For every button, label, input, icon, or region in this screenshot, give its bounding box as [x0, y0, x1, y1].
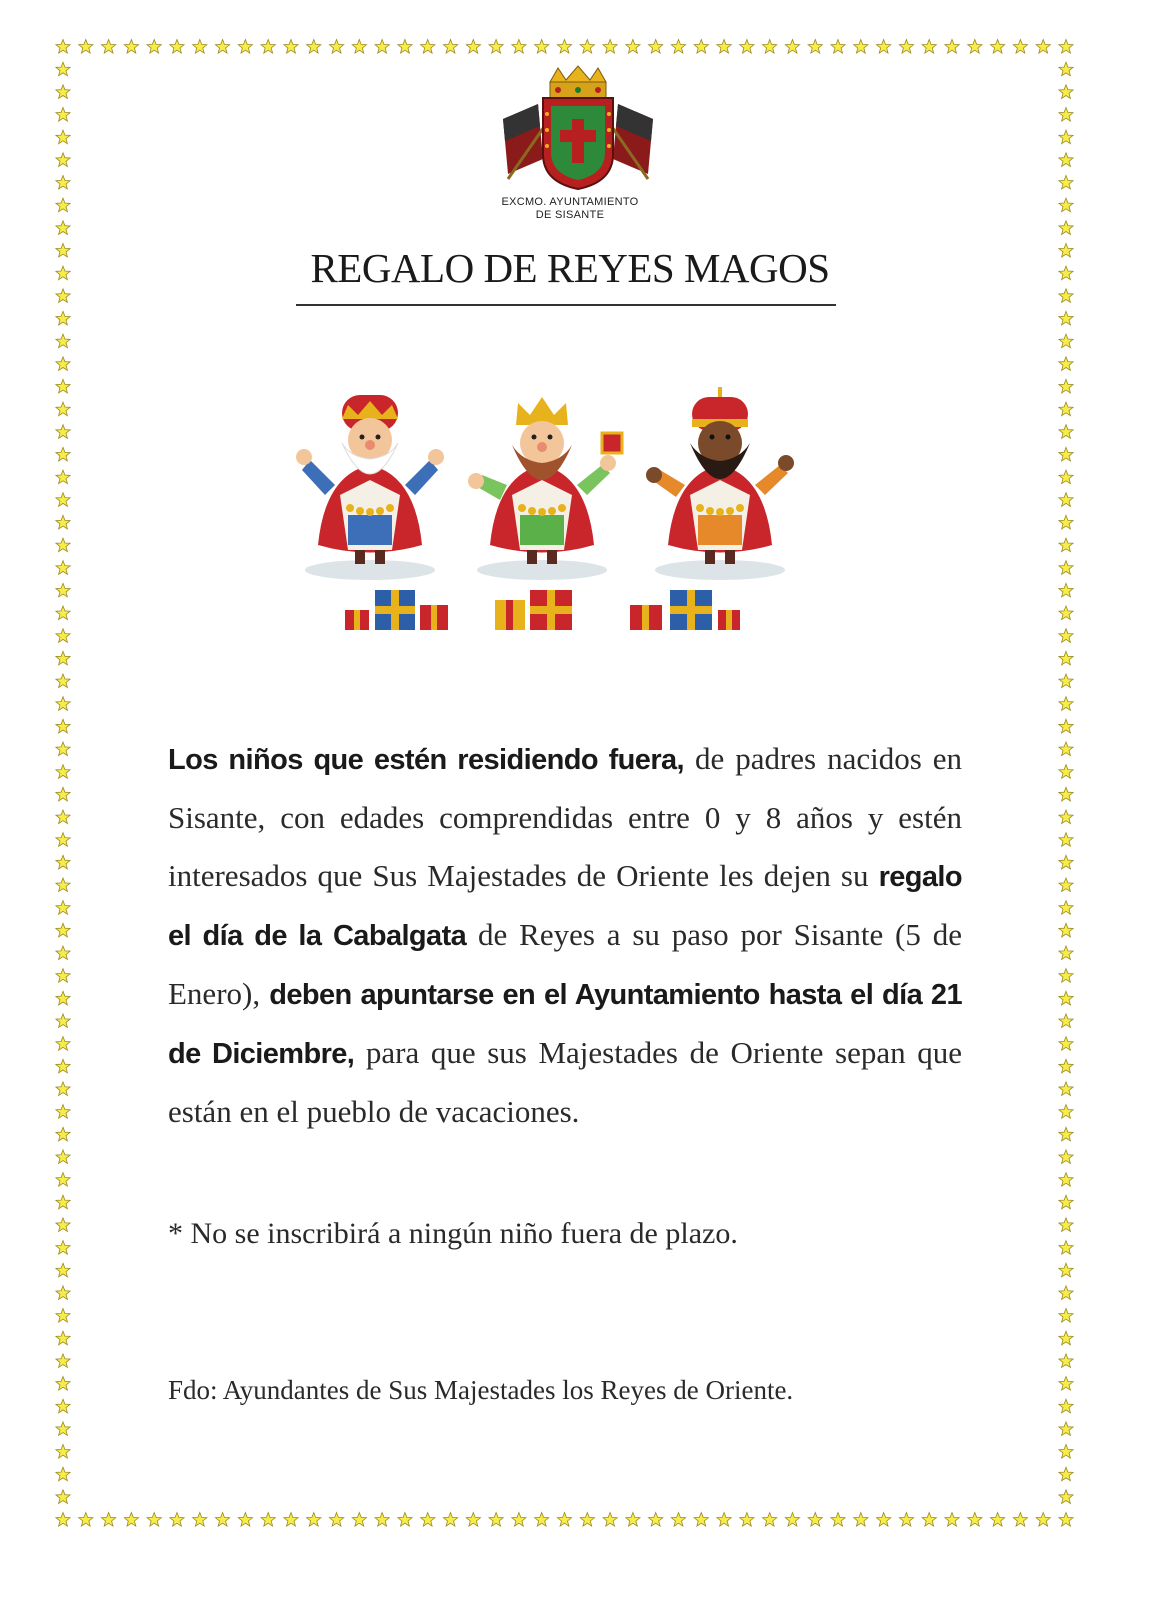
border-star — [580, 1513, 594, 1527]
border-star — [899, 1513, 913, 1527]
border-star — [56, 1014, 70, 1028]
border-star — [877, 40, 891, 54]
border-star — [489, 1513, 503, 1527]
border-star — [694, 1513, 708, 1527]
border-star — [170, 40, 184, 54]
border-star — [56, 810, 70, 824]
border-star — [56, 787, 70, 801]
border-star — [56, 357, 70, 371]
border-star — [193, 40, 207, 54]
border-star — [512, 40, 526, 54]
border-star — [56, 153, 70, 167]
border-star — [352, 40, 366, 54]
border-star — [717, 1513, 731, 1527]
border-star — [626, 1513, 640, 1527]
border-star — [398, 40, 412, 54]
border-star — [56, 629, 70, 643]
border-star — [1059, 1490, 1073, 1504]
border-star — [1059, 923, 1073, 937]
border-star — [56, 697, 70, 711]
border-star — [284, 1513, 298, 1527]
border-star — [603, 1513, 617, 1527]
border-star — [1059, 1422, 1073, 1436]
border-star — [56, 130, 70, 144]
border-star — [1059, 969, 1073, 983]
border-star — [1059, 85, 1073, 99]
body-text-3: para que sus Majestades de Oriente sepan que están en el pueblo de vacaciones. — [168, 1035, 962, 1129]
border-star — [968, 1513, 982, 1527]
border-star — [831, 40, 845, 54]
border-star — [671, 40, 685, 54]
border-star — [56, 244, 70, 258]
border-star — [56, 1377, 70, 1391]
border-star — [808, 40, 822, 54]
border-star — [1059, 402, 1073, 416]
border-star — [56, 1354, 70, 1368]
border-star — [56, 923, 70, 937]
border-star — [968, 40, 982, 54]
border-star — [1059, 878, 1073, 892]
body-bold-1: Los niños que estén residiendo fuera, — [168, 744, 684, 776]
border-star — [535, 1513, 549, 1527]
border-star — [56, 719, 70, 733]
border-star — [580, 40, 594, 54]
border-star — [466, 40, 480, 54]
border-star — [1059, 991, 1073, 1005]
border-star — [1059, 1059, 1073, 1073]
border-star — [102, 40, 116, 54]
border-star — [694, 40, 708, 54]
border-star — [56, 742, 70, 756]
border-star — [1059, 787, 1073, 801]
border-star — [1059, 674, 1073, 688]
border-star — [1036, 40, 1050, 54]
border-star — [56, 62, 70, 75]
border-star — [56, 289, 70, 303]
border-star — [1059, 379, 1073, 393]
border-star — [56, 425, 70, 439]
border-star — [1036, 1513, 1050, 1527]
border-star — [56, 1218, 70, 1232]
border-star — [1059, 153, 1073, 167]
border-star — [1059, 289, 1073, 303]
border-star — [1059, 1014, 1073, 1028]
border-star — [56, 946, 70, 960]
border-star — [1059, 357, 1073, 371]
border-star — [740, 40, 754, 54]
border-star — [421, 40, 435, 54]
border-star — [1059, 62, 1073, 75]
border-star — [56, 1105, 70, 1119]
border-star — [1059, 176, 1073, 190]
border-star — [56, 765, 70, 779]
border-star — [443, 40, 457, 54]
border-star — [1059, 901, 1073, 915]
border-star — [1059, 130, 1073, 144]
border-star — [1059, 1127, 1073, 1141]
border-star — [854, 1513, 868, 1527]
border-star — [56, 606, 70, 620]
border-star — [808, 1513, 822, 1527]
border-star — [284, 40, 298, 54]
border-star — [1059, 651, 1073, 665]
border-star — [557, 40, 571, 54]
organization-name — [420, 196, 720, 222]
border-star — [1059, 561, 1073, 575]
border-star — [261, 40, 275, 54]
border-star — [56, 583, 70, 597]
border-star — [763, 1513, 777, 1527]
border-star — [1059, 606, 1073, 620]
border-star — [466, 1513, 480, 1527]
border-star — [831, 1513, 845, 1527]
border-star — [922, 1513, 936, 1527]
king-baltasar — [646, 387, 794, 580]
border-star — [56, 493, 70, 507]
organization-line-2: DE SISANTE — [535, 209, 605, 221]
border-star — [56, 1422, 70, 1436]
border-star — [1059, 1445, 1073, 1459]
border-star — [1059, 311, 1073, 325]
border-star — [56, 379, 70, 393]
border-star — [945, 1513, 959, 1527]
border-star — [922, 40, 936, 54]
border-star — [1059, 425, 1073, 439]
border-star — [56, 1195, 70, 1209]
border-star — [785, 1513, 799, 1527]
border-star — [56, 1173, 70, 1187]
border-star — [740, 1513, 754, 1527]
border-star — [1059, 198, 1073, 212]
border-star — [329, 40, 343, 54]
border-star — [56, 176, 70, 190]
border-star — [56, 855, 70, 869]
border-star — [56, 878, 70, 892]
border-star — [56, 221, 70, 235]
border-star — [56, 447, 70, 461]
border-star — [170, 1513, 184, 1527]
border-star — [238, 1513, 252, 1527]
border-star — [1059, 583, 1073, 597]
border-star — [56, 108, 70, 122]
border-star — [1059, 810, 1073, 824]
border-star — [1059, 1513, 1073, 1527]
border-star — [1059, 1377, 1073, 1391]
border-star — [1059, 1286, 1073, 1300]
border-star — [1059, 334, 1073, 348]
border-star — [56, 651, 70, 665]
body-bold-3: deben apuntarse en el Ayuntamiento hasta el día 21 de Diciembre, — [168, 979, 962, 1070]
border-star — [1059, 108, 1073, 122]
coat-of-arms-icon — [498, 64, 658, 194]
border-star — [1059, 1331, 1073, 1345]
border-star — [1059, 538, 1073, 552]
border-star — [1059, 742, 1073, 756]
body-text-2: de Reyes a su paso por Sisante (5 de Enero), — [168, 917, 962, 1011]
border-star — [398, 1513, 412, 1527]
border-star — [375, 40, 389, 54]
border-star — [147, 40, 161, 54]
king-melchor — [296, 395, 444, 580]
border-star — [56, 1150, 70, 1164]
border-star — [215, 1513, 229, 1527]
border-star — [557, 1513, 571, 1527]
border-star — [124, 40, 138, 54]
border-star — [1059, 1399, 1073, 1413]
border-star — [261, 1513, 275, 1527]
border-star — [238, 40, 252, 54]
border-star — [56, 311, 70, 325]
border-star — [1059, 1105, 1073, 1119]
border-star — [1059, 1241, 1073, 1255]
border-star — [79, 1513, 93, 1527]
border-star — [763, 40, 777, 54]
border-star — [945, 40, 959, 54]
border-star — [1059, 1173, 1073, 1187]
border-star — [56, 1127, 70, 1141]
border-star — [443, 1513, 457, 1527]
border-star — [56, 1490, 70, 1504]
border-star — [56, 470, 70, 484]
border-star — [56, 991, 70, 1005]
border-star — [56, 198, 70, 212]
border-star — [1059, 1082, 1073, 1096]
border-star — [1059, 855, 1073, 869]
body-bold-2: regalo el día de la Cabalgata — [168, 861, 962, 952]
king-gaspar — [468, 397, 622, 580]
border-star — [56, 515, 70, 529]
border-star — [512, 1513, 526, 1527]
border-star — [1059, 1309, 1073, 1323]
border-star — [307, 1513, 321, 1527]
border-star — [1059, 946, 1073, 960]
border-star — [1059, 1467, 1073, 1481]
border-star — [1059, 719, 1073, 733]
border-star — [1059, 493, 1073, 507]
border-star — [603, 40, 617, 54]
border-star — [215, 40, 229, 54]
signature: Fdo: Ayundantes de Sus Majestades los Reyes de Oriente. — [168, 1375, 794, 1405]
border-star — [329, 1513, 343, 1527]
border-star — [899, 40, 913, 54]
border-star — [1059, 629, 1073, 643]
border-star — [56, 561, 70, 575]
border-star — [671, 1513, 685, 1527]
border-star — [421, 1513, 435, 1527]
border-star — [352, 1513, 366, 1527]
border-star — [1059, 266, 1073, 280]
border-star — [307, 40, 321, 54]
border-star — [1059, 40, 1073, 54]
border-star — [489, 40, 503, 54]
border-star — [535, 40, 549, 54]
organization-line-1: EXCMO. AYUNTAMIENTO — [501, 196, 639, 208]
border-star — [1059, 697, 1073, 711]
border-star — [56, 1467, 70, 1481]
three-kings-illustration — [280, 385, 810, 645]
border-star — [1059, 765, 1073, 779]
main-paragraph — [168, 730, 962, 1141]
border-star — [785, 40, 799, 54]
border-star — [56, 85, 70, 99]
border-star — [375, 1513, 389, 1527]
border-star — [649, 40, 663, 54]
border-star — [1059, 833, 1073, 847]
border-star — [56, 901, 70, 915]
border-star — [56, 1513, 70, 1527]
border-star — [56, 1037, 70, 1051]
border-star — [649, 1513, 663, 1527]
border-star — [56, 40, 70, 54]
border-star — [1059, 1218, 1073, 1232]
border-star — [1059, 1150, 1073, 1164]
border-star — [854, 40, 868, 54]
border-star — [717, 40, 731, 54]
border-star — [1059, 470, 1073, 484]
border-star — [1059, 515, 1073, 529]
border-star — [1059, 1354, 1073, 1368]
border-star — [626, 40, 640, 54]
gift-boxes — [345, 590, 740, 630]
border-star — [1013, 1513, 1027, 1527]
border-star — [56, 334, 70, 348]
border-star — [1059, 447, 1073, 461]
border-star — [124, 1513, 138, 1527]
body-text-1: de padres nacidos en Sisante, con edades comprendidas entre 0 y 8 años y estén interesados que Sus Majestades de Oriente les dejen su — [168, 741, 962, 893]
border-star — [56, 538, 70, 552]
border-star — [56, 1263, 70, 1277]
title-underline — [296, 304, 836, 306]
border-star — [56, 833, 70, 847]
border-star — [991, 1513, 1005, 1527]
page-title: REGALO DE REYES MAGOS — [310, 245, 830, 291]
border-star — [1059, 1037, 1073, 1051]
border-star — [56, 1241, 70, 1255]
border-star — [991, 40, 1005, 54]
border-star — [56, 266, 70, 280]
deadline-note: * No se inscribirá a ningún niño fuera de plazo. — [168, 1217, 738, 1250]
border-star — [56, 1082, 70, 1096]
border-star — [79, 40, 93, 54]
border-star — [56, 674, 70, 688]
border-star — [102, 1513, 116, 1527]
border-star — [1013, 40, 1027, 54]
border-star — [1059, 221, 1073, 235]
border-star — [1059, 244, 1073, 258]
border-star — [56, 1059, 70, 1073]
border-star — [56, 1445, 70, 1459]
border-star — [147, 1513, 161, 1527]
border-star — [56, 1331, 70, 1345]
border-star — [193, 1513, 207, 1527]
border-star — [56, 1399, 70, 1413]
border-star — [56, 969, 70, 983]
border-star — [1059, 1195, 1073, 1209]
border-star — [877, 1513, 891, 1527]
border-star — [1059, 1263, 1073, 1277]
border-star — [56, 1309, 70, 1323]
border-star — [56, 1286, 70, 1300]
border-star — [56, 402, 70, 416]
